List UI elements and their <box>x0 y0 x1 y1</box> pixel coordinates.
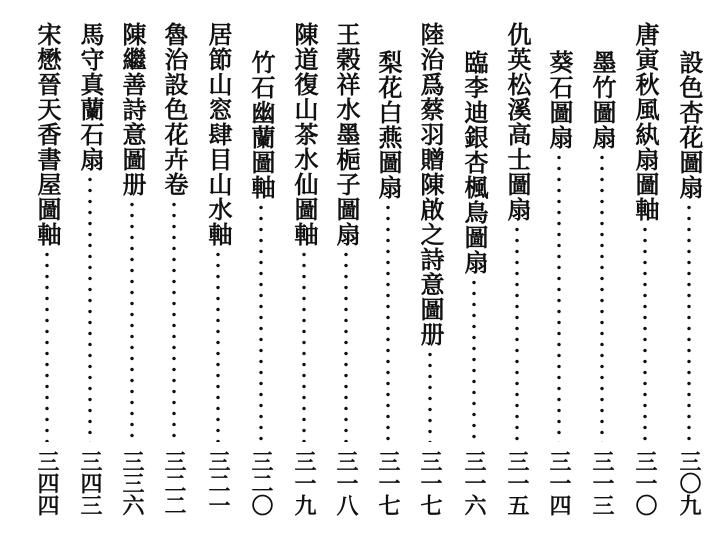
toc-entry <box>413 22 447 530</box>
entry-page-number: 三四四 <box>34 450 60 516</box>
entry-title: 仇英松溪高士圖扇 <box>503 22 532 222</box>
leader-dots <box>216 249 220 442</box>
leader-dots <box>515 224 519 442</box>
entry-page-number: 三一六 <box>461 450 487 516</box>
toc-entry <box>115 22 149 530</box>
entry-title: 宋懋晉天香書屋圖軸 <box>33 22 62 247</box>
toc-entry <box>244 22 278 530</box>
leader-dots <box>600 152 604 442</box>
toc-entry <box>73 22 107 530</box>
entry-page-number: 三一三 <box>589 450 615 516</box>
entry-title: 馬守真蘭石扇 <box>76 22 105 172</box>
leader-dots <box>643 224 647 442</box>
entry-title: 陳繼善詩意圖册 <box>118 22 147 197</box>
toc-entry <box>201 22 235 530</box>
entry-title: 居節山窓肆目山水軸 <box>204 22 233 247</box>
leader-dots <box>344 249 348 442</box>
toc-entry <box>585 22 619 530</box>
entry-title: 臨李迪銀杏楓鳥圖扇 <box>460 50 489 275</box>
entry-page-number: 三二一 <box>205 450 231 516</box>
toc-entry <box>542 22 576 530</box>
leader-dots <box>172 199 176 442</box>
toc-entry <box>672 22 706 530</box>
toc-entry <box>287 22 321 530</box>
entry-page-number: 三一八 <box>333 450 359 516</box>
leader-dots <box>386 202 390 442</box>
entry-page-number: 三一五 <box>504 450 530 516</box>
entry-page-number: 三一四 <box>546 450 572 516</box>
entry-title: 竹石幽蘭圖軸 <box>247 50 276 200</box>
entry-title: 王榖祥水墨梔子圖扇 <box>332 22 361 247</box>
entry-title: 唐寅秋風紈扇圖軸 <box>631 22 660 222</box>
leader-dots <box>687 202 691 442</box>
entry-title: 墨竹圖扇 <box>588 50 617 150</box>
entry-page-number: 三三六 <box>119 450 145 516</box>
entry-title: 陳道復山茶水仙圖軸 <box>290 22 319 247</box>
entry-title: 陸治爲蔡羽贈陳啟之詩意圖册 <box>416 22 445 347</box>
leader-dots <box>428 349 432 442</box>
leader-dots <box>302 249 306 442</box>
entry-title: 葵石圖扇 <box>545 50 574 150</box>
leader-dots <box>472 277 476 442</box>
toc-entry <box>157 22 191 530</box>
leader-dots <box>130 199 134 442</box>
leader-dots <box>259 202 263 442</box>
entry-page-number: 三一〇 <box>632 450 658 516</box>
toc-entry <box>30 22 64 530</box>
leader-dots <box>557 152 561 442</box>
entry-title: 梨花白燕圖扇 <box>374 50 403 200</box>
entry-page-number: 三一七 <box>375 450 401 516</box>
toc-entry <box>500 22 534 530</box>
entry-page-number: 三四三 <box>77 450 103 516</box>
toc-entry <box>457 22 491 530</box>
leader-dots <box>45 249 49 442</box>
entry-page-number: 三〇九 <box>676 450 702 516</box>
entry-page-number: 三一七 <box>417 450 443 516</box>
entry-title: 設色杏花圖扇 <box>675 50 704 200</box>
toc-entry <box>628 22 662 530</box>
entry-page-number: 三二二 <box>161 450 187 516</box>
entry-page-number: 三一九 <box>291 450 317 516</box>
toc-entry <box>371 22 405 530</box>
leader-dots <box>88 174 92 442</box>
entry-title: 魯治設色花卉卷 <box>160 22 189 197</box>
toc-entry <box>329 22 363 530</box>
entry-page-number: 三二〇 <box>248 450 274 516</box>
